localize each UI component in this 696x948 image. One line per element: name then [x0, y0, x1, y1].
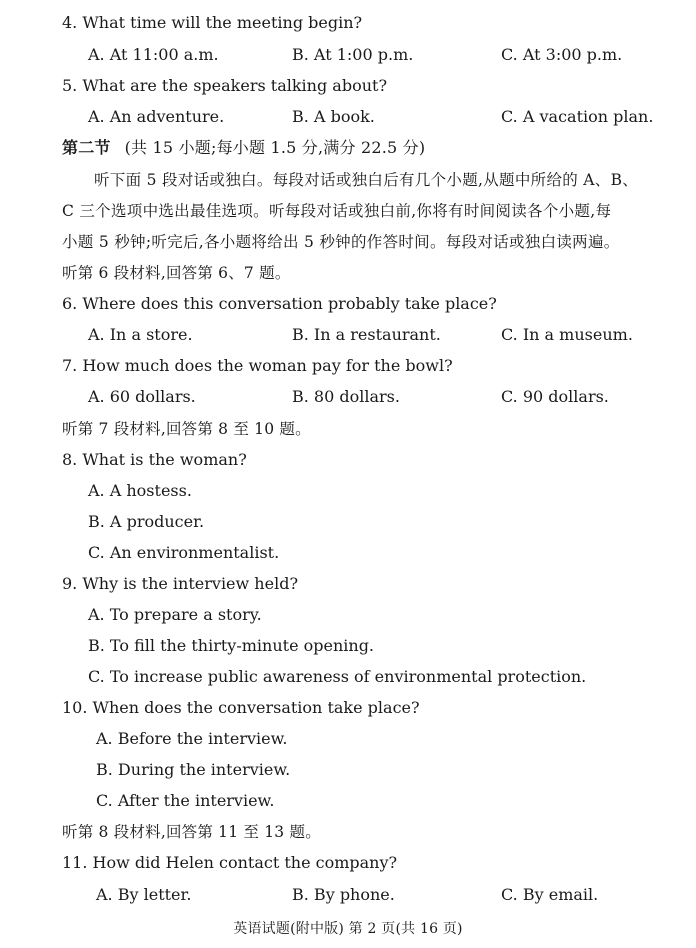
- option-7a: A. 60 dollars.: [88, 387, 196, 406]
- question-7: 7. How much does the woman pay for the bowl?: [62, 356, 453, 375]
- question-9: 9. Why is the interview held?: [62, 574, 299, 593]
- option-4a: A. At 11:00 a.m.: [88, 45, 219, 64]
- section-2-note: (共 15 小题;每小题 1.5 分,满分 22.5 分): [124, 138, 426, 157]
- option-8a: A. A hostess.: [88, 481, 192, 500]
- section-2-title: [62, 138, 425, 158]
- option-8c: C. An environmentalist.: [88, 543, 280, 562]
- option-10a: A. Before the interview.: [96, 729, 288, 748]
- question-5: 5. What are the speakers talking about?: [62, 76, 388, 95]
- question-4: 4. What time will the meeting begin?: [62, 13, 363, 32]
- option-5a: A. An adventure.: [88, 107, 225, 126]
- option-4c: C. At 3:00 p.m.: [501, 45, 623, 64]
- option-11a: A. By letter.: [96, 885, 192, 904]
- option-7c: C. 90 dollars.: [501, 387, 609, 406]
- option-6a: A. In a store.: [88, 325, 193, 344]
- option-5b: B. A book.: [292, 107, 375, 126]
- option-5c: C. A vacation plan.: [501, 107, 654, 126]
- instruction-line-3: 小题 5 秒钟;听完后,各小题将给出 5 秒钟的作答时间。每段对话或独白读两遍。: [62, 233, 620, 251]
- option-7b: B. 80 dollars.: [292, 387, 400, 406]
- option-9a: A. To prepare a story.: [88, 605, 262, 624]
- material-7-heading: 听第 7 段材料,回答第 8 至 10 题。: [62, 420, 311, 438]
- option-11b: B. By phone.: [292, 885, 395, 904]
- option-11c: C. By email.: [501, 885, 599, 904]
- option-10c: C. After the interview.: [96, 791, 275, 810]
- option-10b: B. During the interview.: [96, 760, 291, 779]
- option-9c: C. To increase public awareness of environmental protection.: [88, 667, 587, 686]
- option-8b: B. A producer.: [88, 512, 205, 531]
- material-8-heading: 听第 8 段材料,回答第 11 至 13 题。: [62, 823, 321, 841]
- question-10: 10. When does the conversation take place?: [62, 698, 420, 717]
- option-4b: B. At 1:00 p.m.: [292, 45, 414, 64]
- option-6b: B. In a restaurant.: [292, 325, 441, 344]
- option-6c: C. In a museum.: [501, 325, 633, 344]
- question-6: 6. Where does this conversation probably take place?: [62, 294, 497, 313]
- instruction-line-1: 听下面 5 段对话或独白。每段对话或独白后有几个小题,从题中所给的 A、B、: [94, 171, 639, 189]
- option-9b: B. To fill the thirty-minute opening.: [88, 636, 375, 655]
- instruction-line-2: C 三个选项中选出最佳选项。听每段对话或独白前,你将有时间阅读各个小题,每: [62, 202, 612, 220]
- section-2-label: 第二节: [62, 138, 111, 157]
- material-6-heading: 听第 6 段材料,回答第 6、7 题。: [62, 264, 291, 282]
- page-footer: 英语试题(附中版) 第 2 页(共 16 页): [233, 921, 463, 937]
- question-8: 8. What is the woman?: [62, 450, 247, 469]
- question-11: 11. How did Helen contact the company?: [62, 853, 398, 872]
